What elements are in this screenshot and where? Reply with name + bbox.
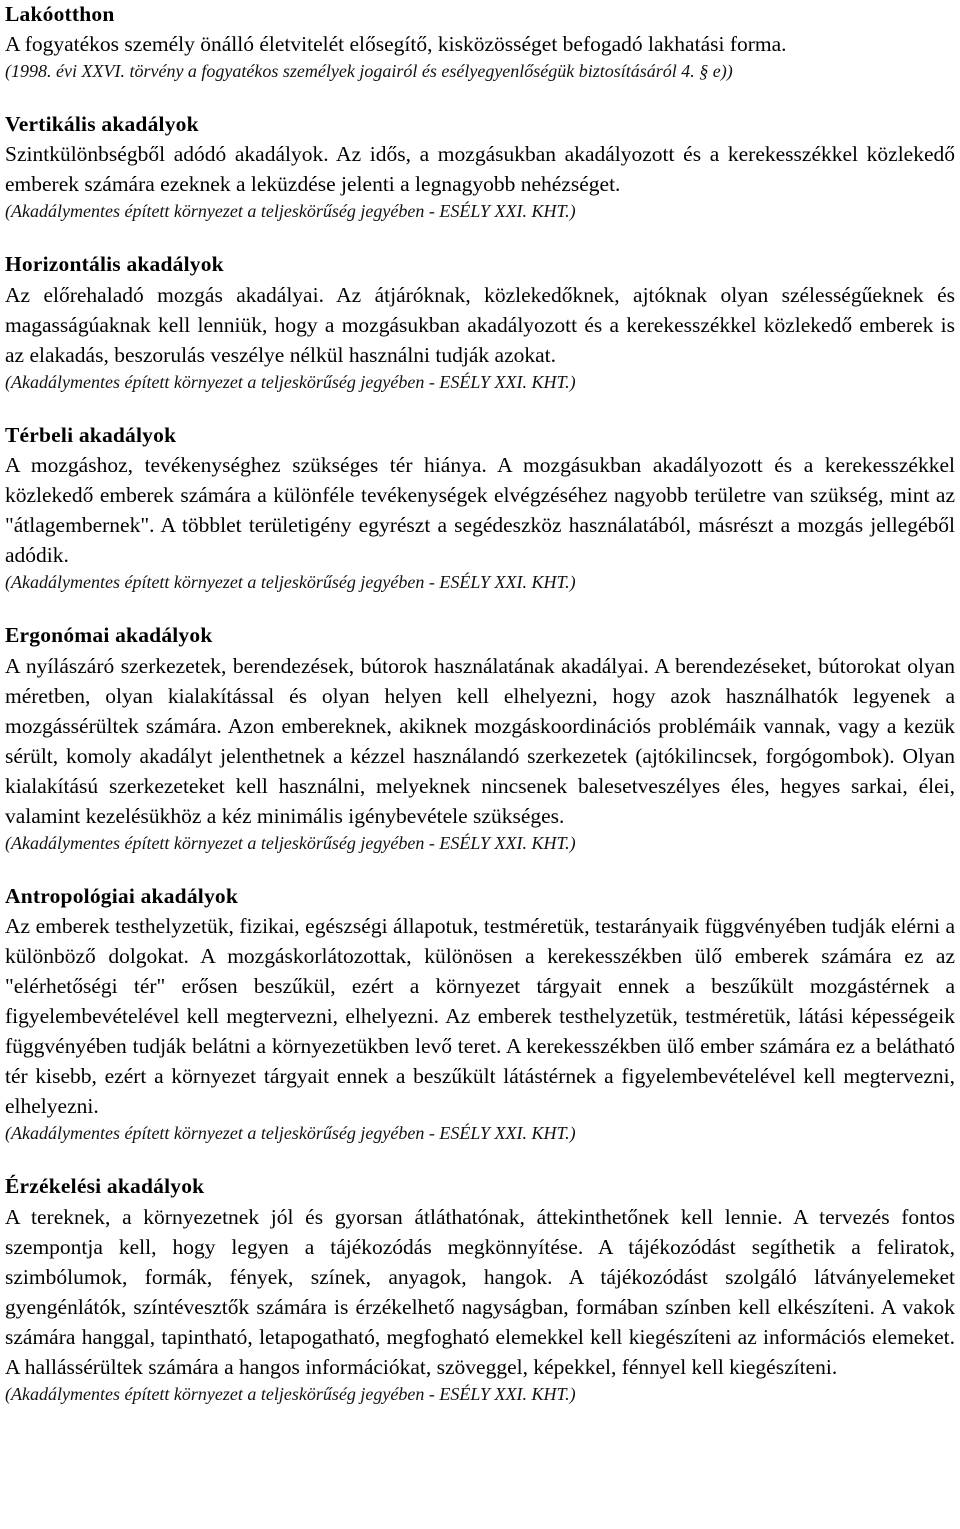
section-vertikalis — [5, 110, 955, 225]
section-text: A tereknek, a környezetnek jól és gyorsan átláthatónak, áttekinthetőnek kell lennie. A tervezés fontos szempontja kell, hogy legyen a tájékozódás megkönnyítése. A tájékozódást segíthetik a feliratok, szimbólumok, formák, fények, színek, anyagok, hangok. A tájékozódást szolgáló látványelemeket gyengénlátók, színtévesztők számára is érzékelhető nagyságban, formában színben kell elkészíteni. A vakok számára hanggal, tapintható, letapogatható, megfogható elemekkel kell kiegészíteni az információs elemeket. A hallássérültek számára a hangos információkat, szöveggel, képekkel, fénnyel kell kiegészíteni. — [5, 1204, 955, 1379]
section-text: A nyílászáró szerkezetek, berendezések, bútorok használatának akadályai. A berendezéseket, bútorokat olyan méretben, olyan kialakítással és olyan helyen kell elhelyezni, hogy azok használhatók legyenek a mozgássérültek számára. Azon embereknek, akiknek mozgáskoordinációs problémáik vannak, vagy a kezük sérült, komoly akadályt jelenthetnek a kézzel használandó szerkezetek (ajtókilincsek, forgógombok). Olyan kialakítású szerkezeteket kell használni, melyeknek nincsenek balesetveszélyes éles, hegyes sarkai, élei, valamint kezelésükhöz a kéz minimális igénybevétele szükséges. — [5, 653, 955, 828]
section-horizontalis — [5, 250, 955, 395]
spacer — [5, 395, 955, 421]
section-heading: Ergonómai akadályok — [5, 623, 213, 647]
spacer — [5, 84, 955, 110]
section-source: (1998. évi XXVI. törvény a fogyatékos személyek jogairól és esélyegyenlőségük biztosításáról 4. § e)) — [5, 60, 733, 81]
section-heading: Lakóotthon — [5, 2, 115, 26]
section-terbeli — [5, 421, 955, 596]
section-ergonomiai — [5, 621, 955, 856]
section-erzekelesi — [5, 1172, 955, 1407]
section-lakootthon — [5, 0, 955, 84]
section-antropologiai — [5, 882, 955, 1147]
section-text: A mozgáshoz, tevékenységhez szükséges tér hiánya. A mozgásukban akadályozott és a kerekesszékkel közlekedő emberek számára a különféle tevékenységek elvégzéséhez nagyobb területre van szükség, mint az "átlagembernek". A többlet területigény egyrészt a segédeszköz használatából, másrészt a mozgás jellegéből adódik. — [5, 453, 955, 567]
section-source: (Akadálymentes épített környezet a teljeskörűség jegyében - ESÉLY XXI. KHT.) — [5, 832, 576, 853]
section-text: Az előrehaladó mozgás akadályai. Az átjáróknak, közlekedőknek, ajtóknak olyan szélességűeknek és magasságúaknak kell lenniük, hogy a mozgásukban akadályozott és a kerekesszékkel közlekedő emberek is az elakadás, beszorulás veszélye nélkül használni tudják azokat. — [5, 282, 955, 367]
spacer — [5, 224, 955, 250]
section-source: (Akadálymentes épített környezet a teljeskörűség jegyében - ESÉLY XXI. KHT.) — [5, 371, 576, 392]
section-text: Szintkülönbségből adódó akadályok. Az idős, a mozgásukban akadályozott és a kerekesszékkel közlekedő emberek számára ezeknek a leküzdése jelenti a legnagyobb nehézséget. — [5, 142, 955, 196]
section-text: Az emberek testhelyzetük, fizikai, egészségi állapotuk, testméretük, testarányaik függvényében tudják elérni a különböző dolgokat. A mozgáskorlátozottak, különösen a kerekesszékben ülő emberek számára ez az "elérhetőségi tér" erősen beszűkül, ezért a környezet tárgyait ennek a beszűkült mozgástérnek a figyelembevételével kell megtervezni, elhelyezni. Az emberek testhelyzetük, testméretük, látási képességeik függvényében tudják belátni a környezetükben levő teret. A kerekesszékben ülő ember számára ez a belátható tér kisebb, ezért a környezet tárgyait ennek a beszűkült látástérnek a figyelembevételével kell megtervezni, elhelyezni. — [5, 914, 955, 1118]
section-text: A fogyatékos személy önálló életvitelét elősegítő, kisközösséget befogadó lakhatási forma. — [5, 31, 787, 56]
section-source: (Akadálymentes épített környezet a teljeskörűség jegyében - ESÉLY XXI. KHT.) — [5, 201, 576, 221]
section-heading: Érzékelési akadályok — [5, 1174, 205, 1198]
spacer — [5, 856, 955, 882]
section-heading: Vertikális akadályok — [5, 111, 199, 136]
spacer — [5, 595, 955, 621]
document-page — [5, 0, 955, 1407]
spacer — [5, 1146, 955, 1172]
section-heading: Térbeli akadályok — [5, 422, 177, 447]
section-source: (Akadálymentes épített környezet a teljeskörűség jegyében - ESÉLY XXI. KHT.) — [5, 572, 576, 592]
section-heading: Horizontális akadályok — [5, 252, 224, 276]
section-source: (Akadálymentes épített környezet a teljeskörűség jegyében - ESÉLY XXI. KHT.) — [5, 1123, 576, 1143]
section-heading: Antropológiai akadályok — [5, 883, 238, 908]
section-source: (Akadálymentes épített környezet a teljeskörűség jegyében - ESÉLY XXI. KHT.) — [5, 1383, 576, 1404]
